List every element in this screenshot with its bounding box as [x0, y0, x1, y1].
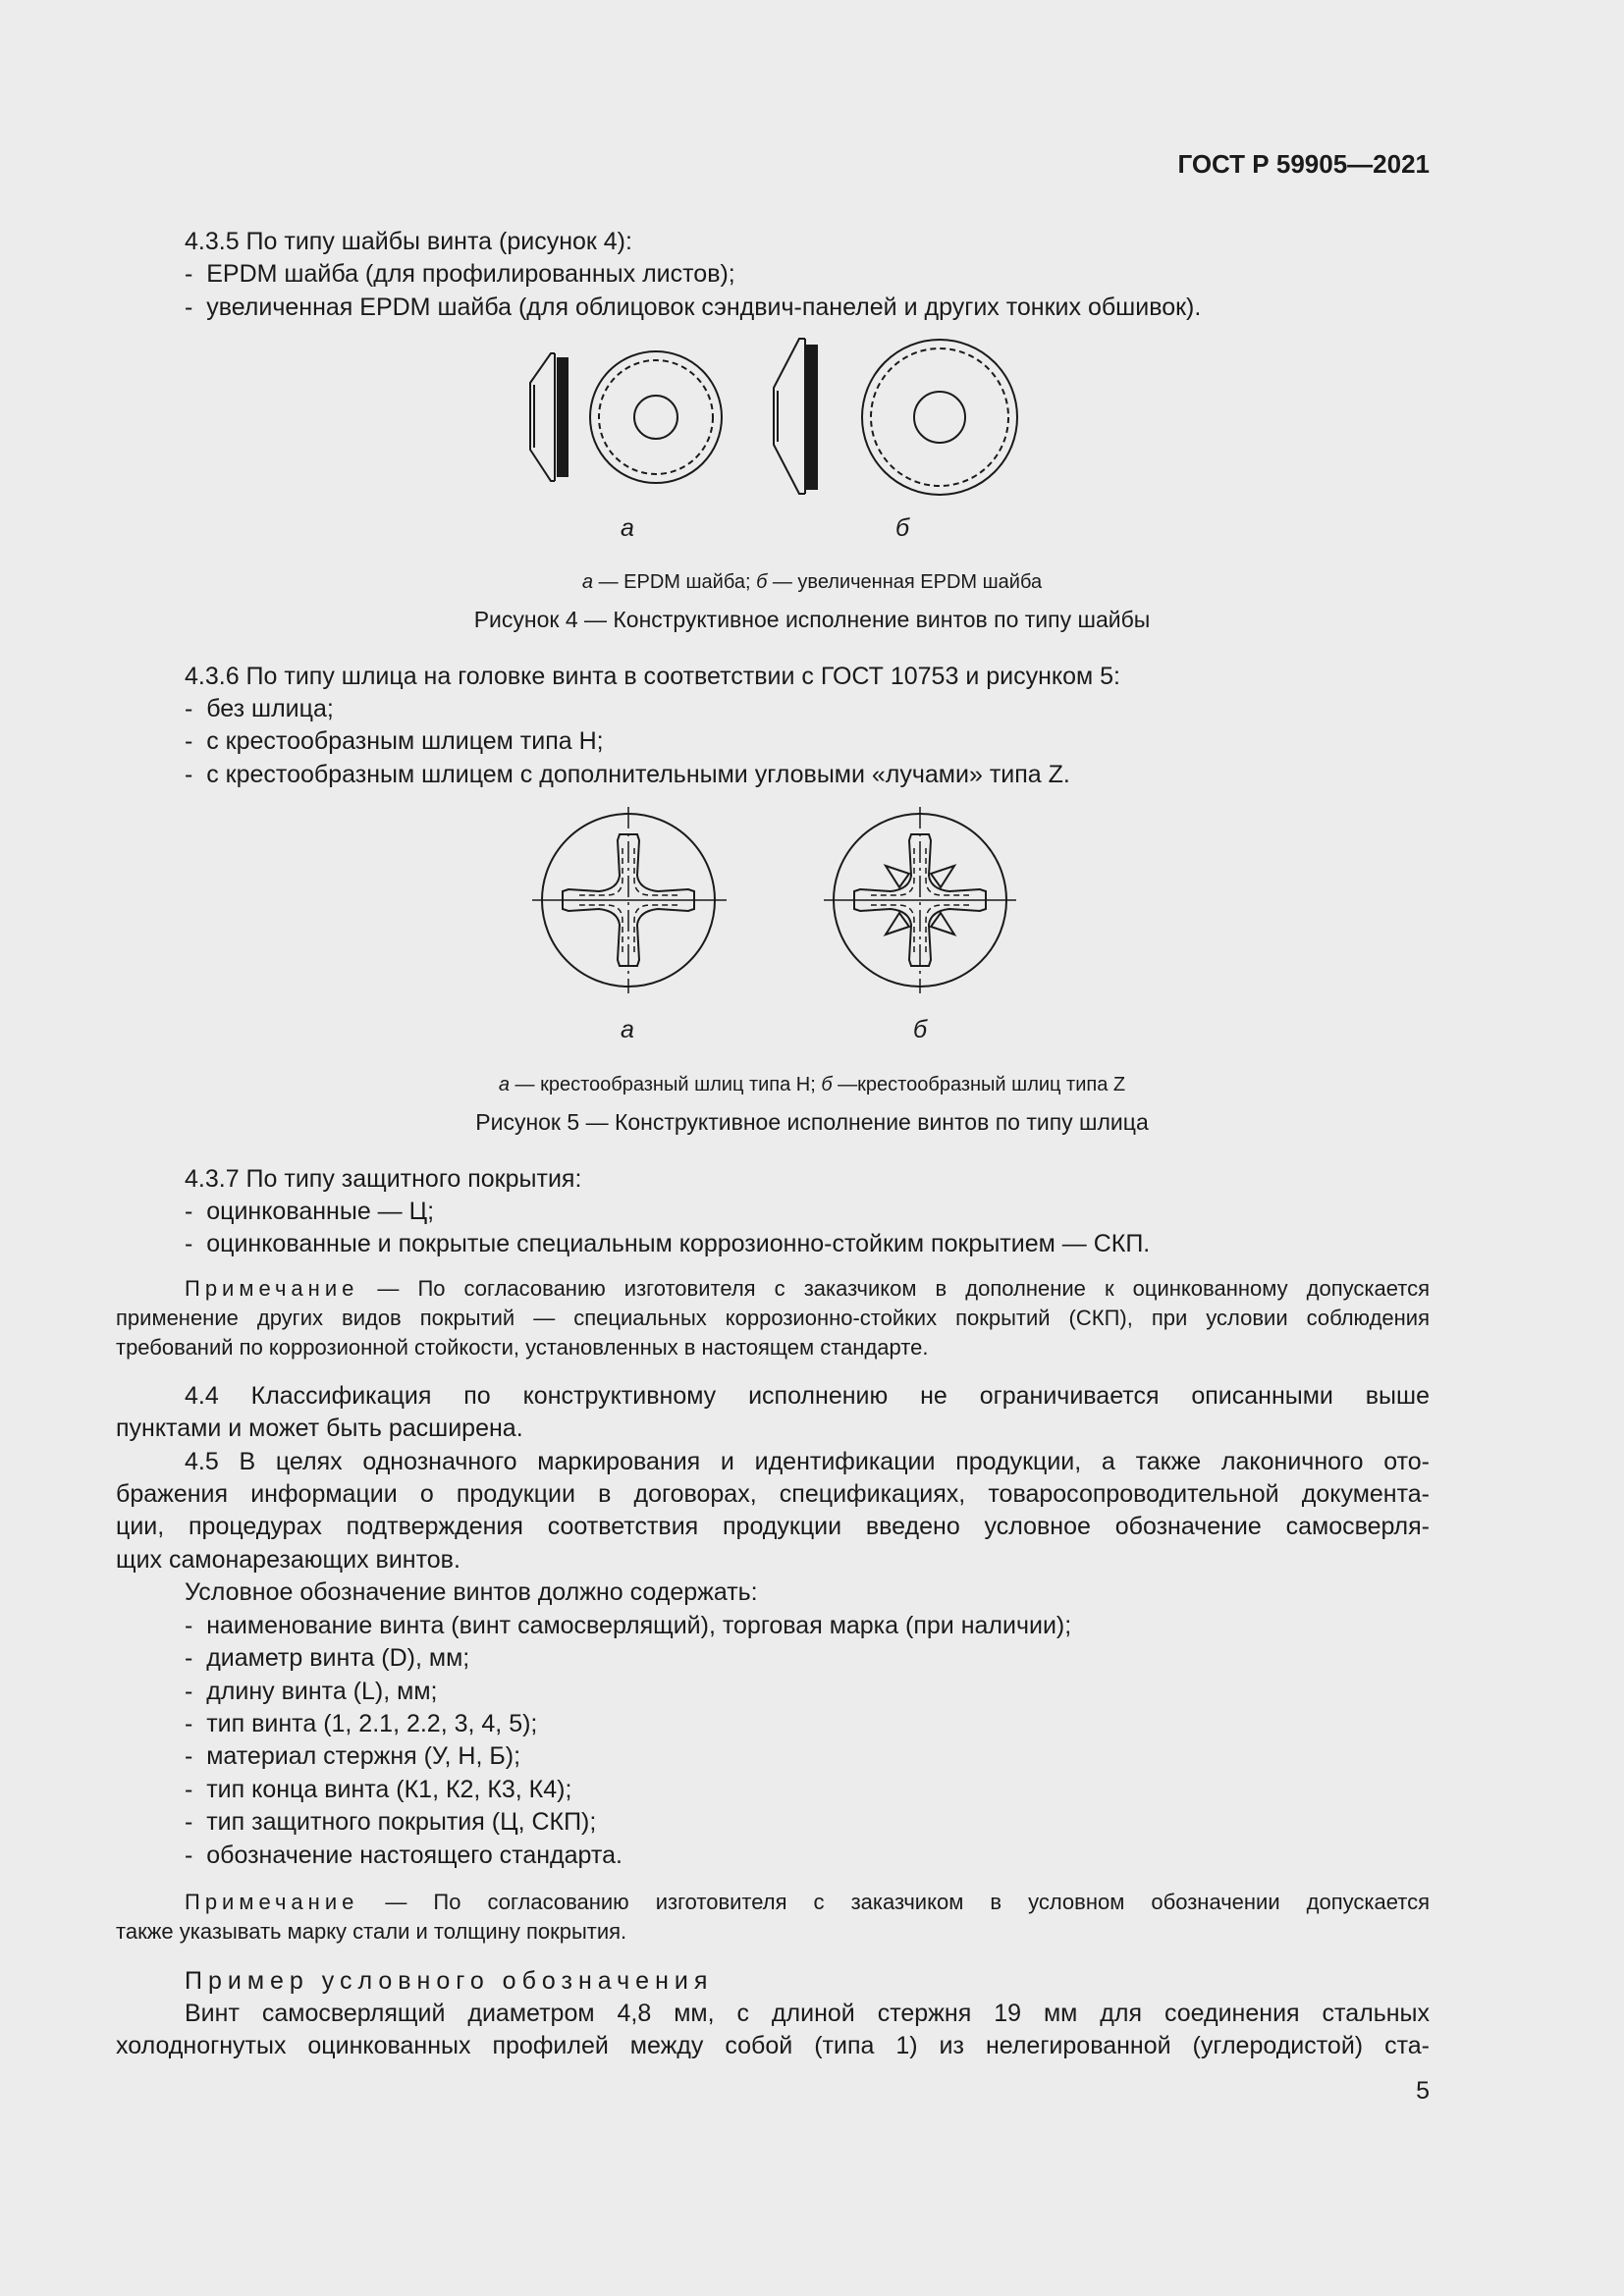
washer-a-front-view — [590, 351, 722, 483]
section-4-3-6-heading: 4.3.6 По типу шлица на головке винта в соответствии с ГОСТ 10753 и рисунком 5: — [185, 663, 1121, 690]
list-item: - с крестообразным шлицем с дополнительными угловыми «лучами» типа Z. — [185, 761, 1070, 788]
page-number: 5 — [1416, 2077, 1430, 2105]
section-4-4-line-2: пунктами и может быть расширена. — [116, 1415, 523, 1442]
list-item: - с крестообразным шлицем типа Н; — [185, 727, 604, 755]
section-4-5-intro: Условное обозначение винтов должно содержать: — [185, 1578, 758, 1606]
list-item: - наименование винта (винт самосверлящий), торговая марка (при наличии); — [185, 1612, 1072, 1639]
list-item: - материал стержня (У, Н, Б); — [185, 1742, 521, 1770]
note-1-line-1: Примечание — По согласованию изготовителя с заказчиком в дополнение к оцинкованному допускается — [185, 1276, 1430, 1301]
figure-5-label-a: а — [621, 1016, 634, 1043]
list-item: - длину винта (L), мм; — [185, 1678, 438, 1705]
section-4-4-line-1: 4.4 Классификация по конструктивному исполнению не ограничивается описанными выше — [185, 1382, 1430, 1410]
figure-5-caption: Рисунок 5 — Конструктивное исполнение винтов по типу шлица — [475, 1109, 1149, 1135]
section-4-3-5-heading: 4.3.5 По типу шайбы винта (рисунок 4): — [185, 228, 632, 255]
list-item: - без шлица; — [185, 695, 334, 722]
section-4-5-line-3: ции, процедурах подтверждения соответствия продукции введено условное обозначение самосверля- — [116, 1513, 1430, 1540]
list-item: - увеличенная EPDM шайба (для облицовок сэндвич-панелей и других тонких обшивок). — [185, 294, 1202, 321]
example-line-1: Винт самосверлящий диаметром 4,8 мм, с длиной стержня 19 мм для соединения стальных — [185, 2000, 1430, 2027]
list-item: - оцинкованные и покрытые специальным коррозионно-стойким покрытием — СКП. — [185, 1230, 1151, 1257]
section-4-5-line-4: щих самонарезающих винтов. — [116, 1546, 460, 1574]
note-1-line-2: применение других видов покрытий — специальных коррозионно-стойких покрытий (СКП), при условии соблюдения — [116, 1306, 1430, 1330]
list-item: - тип защитного покрытия (Ц, СКП); — [185, 1808, 597, 1836]
figure-4-caption: Рисунок 4 — Конструктивное исполнение винтов по типу шайбы — [473, 607, 1151, 632]
figure-4-label-a: а — [621, 514, 634, 542]
list-item: - диаметр винта (D), мм; — [185, 1644, 470, 1672]
list-item: - EPDM шайба (для профилированных листов); — [185, 260, 735, 288]
example-label: Пример условного обозначения — [185, 1967, 714, 1995]
standard-code: ГОСТ Р 59905—2021 — [1177, 149, 1430, 179]
example-line-2: холодногнутых оцинкованных профилей между собой (типа 1) из нелегированной (углеродистой) ста- — [116, 2032, 1430, 2059]
washer-a-side-view — [530, 353, 568, 481]
washer-b-front-view — [862, 340, 1017, 495]
section-4-3-7-heading: 4.3.7 По типу защитного покрытия: — [185, 1165, 582, 1193]
list-item: - обозначение настоящего стандарта. — [185, 1842, 623, 1869]
figure-4-label-b: б — [895, 514, 910, 542]
figure-5-legend: а — крестообразный шлиц типа Н; б —крестообразный шлиц типа Z — [498, 1074, 1126, 1095]
slot-type-h-drawing — [532, 807, 727, 993]
section-4-5-line-2: бражения информации о продукции в договорах, спецификациях, товаросопроводительной документа- — [116, 1480, 1430, 1508]
section-4-5-line-1: 4.5 В целях однозначного маркирования и идентификации продукции, а также лаконичного ото- — [185, 1448, 1430, 1475]
figure-4-washer-drawing — [520, 334, 1031, 501]
list-item: - оцинкованные — Ц; — [185, 1198, 435, 1225]
figure-5-label-b: б — [913, 1016, 928, 1043]
figure-4-legend: а — EPDM шайба; б — увеличенная EPDM шайба — [581, 571, 1043, 593]
slot-type-z-drawing — [824, 807, 1016, 993]
note-1-line-3: требований по коррозионной стойкости, установленных в настоящем стандарте. — [116, 1335, 929, 1360]
list-item: - тип конца винта (К1, К2, К3, К4); — [185, 1776, 572, 1803]
washer-b-side-view — [774, 339, 817, 494]
list-item: - тип винта (1, 2.1, 2.2, 3, 4, 5); — [185, 1710, 538, 1737]
note-2-line-1: Примечание — По согласованию изготовителя с заказчиком в условном обозначении допускается — [185, 1890, 1430, 1914]
note-2-line-2: также указывать марку стали и толщину покрытия. — [116, 1919, 627, 1944]
figure-5-slot-drawing — [520, 805, 1031, 1001]
